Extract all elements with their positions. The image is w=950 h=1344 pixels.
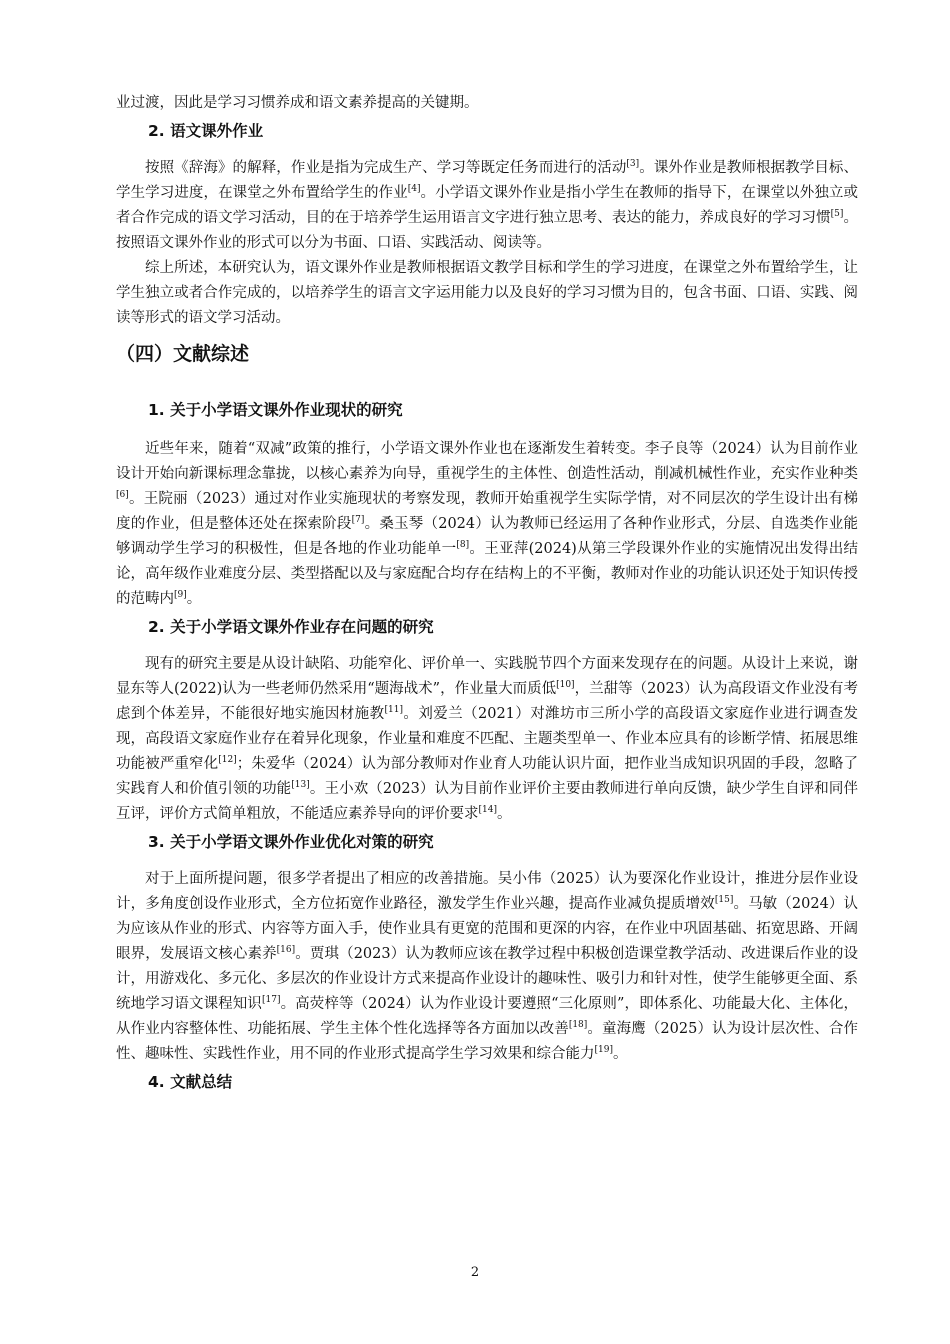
citation: [10] — [556, 680, 575, 690]
heading-problems-research: 2. 关于小学语文课外作业存在问题的研究 — [148, 618, 434, 636]
paragraph-status: 近些年来，随着“双减”政策的推行，小学语文课外作业也在逐渐发生着转变。李子良等（2024）认为目前作业设计开始向新课标理念靠拢，以核心素养为向导，重视学生的主体性、创造性活动，削减机械性作业，充实作业种类[6]。王院丽（2023）通过对作业实施现状的考察发现，教师开始重视学生实际学情，对不同层次的学生设计出有梯度的作业，但是整体还处在探索阶段[7]。桑玉琴（2024）认为教师已经运用了各种作业形式，分层、自选类作业能够调动学生学习的积极性，但是各地的作业功能单一[8]。王亚萍(2024)从第三学段课外作业的实施情况出发得出结论，高年级作业难度分层、类型搭配以及与家庭配合均存在结构上的不平衡，教师对作业的功能认识还处于知识传授的范畴内[9]。 — [116, 441, 859, 607]
citation: [8] — [456, 540, 470, 550]
heading-yuwen-homework: 2. 语文课外作业 — [148, 122, 264, 140]
citation: [6] — [116, 490, 129, 500]
citation: [18] — [568, 1020, 588, 1030]
body-text — [116, 91, 858, 1095]
paragraph-definition: 按照《辞海》的解释，作业是指为完成生产、学习等既定任务而进行的活动[3]。课外作业是教师根据教学目标、学生学习进度，在课堂之外布置给学生的作业[4]。小学语文课外作业是指小学生在教师的指导下，在课堂以外独立或者合作完成的语文学习活动，目的在于培养学生运用语言文字进行独立思考、表达的能力，养成良好的学习习惯[5]。按照语文课外作业的形式可以分为书面、口语、实践活动、阅读等。 — [116, 159, 859, 251]
citation: [11] — [384, 705, 403, 715]
section-heading-literature-review: （四）文献综述 — [116, 343, 250, 365]
citation: [4] — [407, 184, 421, 194]
citation: [17] — [261, 995, 281, 1005]
citation: [16] — [276, 945, 296, 955]
heading-status-research: 1. 关于小学语文课外作业现状的研究 — [148, 401, 403, 419]
page-number: 2 — [470, 1265, 480, 1280]
citation: [7] — [351, 515, 365, 525]
paragraph-problems: 现有的研究主要是从设计缺陷、功能窄化、评价单一、实践脱节四个方面来发现存在的问题。从设计上来说，谢显东等人(2022)认为一些老师仍然采用“题海战术”，作业量大而质低[10]，兰甜等（2023）认为高段语文作业没有考虑到个体差异，不能很好地实施因材施教[11]。刘爱兰（2021）对潍坊市三所小学的高段语文家庭作业进行调查发现，高段语文家庭作业存在着异化现象，作业量和难度不匹配、主题类型单一、作业本应具有的诊断学情、拓展思维功能被严重窄化[12]；朱爱华（2024）认为部分教师对作业育人功能认识片面，把作业当成知识巩固的手段，忽略了实践育人和价值引领的功能[13]。王小欢（2023）认为目前作业评价主要由教师进行单向反馈，缺少学生自评和同伴互评，评价方式简单粗放，不能适应素养导向的评价要求[14]。 — [116, 656, 858, 822]
citation: [13] — [291, 780, 310, 790]
citation: [9] — [174, 590, 187, 600]
paragraph-strategies: 对于上面所提问题，很多学者提出了相应的改善措施。吴小伟（2025）认为要深化作业设计，推进分层作业设计，多角度创设作业形式，全方位拓宽作业路径，激发学生作业兴趣，提高作业减负提质增效[15]。马敏（2024）认为应该从作业的形式、内容等方面入手，使作业具有更宽的范围和更深的内容，在作业中巩固基础、拓宽思路、开阔眼界，发展语文核心素养[16]。贾琪（2023）认为教师应该在教学过程中积极创造课堂教学活动、改进课后作业的设计，用游戏化、多元化、多层次的作业设计方式来提高作业设计的趣味性、吸引力和针对性，使学生能够更全面、系统地学习语文课程知识[17]。高荧梓等（2024）认为作业设计要遵照“三化原则”，即体系化、功能最大化、主体化，从作业内容整体性、功能拓展、学生主体个性化选择等各方面加以改善[18]。童海鹰（2025）认为设计层次性、合作性、趣味性、实践性作业，用不同的作业形式提高学生学习效果和综合能力[19]。 — [116, 871, 859, 1062]
paragraph-summary: 综上所述，本研究认为，语文课外作业是教师根据语文教学目标和学生的学习进度，在课堂之外布置给学生，让学生独立或者合作完成的，以培养学生的语言文字运用能力以及良好的学习习惯为目的，包含书面、口语、实践、阅读等形式的语文学习活动。 — [116, 260, 858, 326]
citation: [3] — [626, 159, 640, 169]
heading-literature-summary: 4. 文献总结 — [148, 1073, 233, 1091]
citation: [19] — [594, 1045, 613, 1055]
heading-strategies-research: 3. 关于小学语文课外作业优化对策的研究 — [148, 833, 434, 851]
citation: [5] — [830, 209, 844, 219]
citation: [15] — [714, 895, 734, 905]
paragraph-continuation: 业过渡，因此是学习习惯养成和语文素养提高的关键期。 — [116, 95, 479, 111]
citation: [12] — [218, 755, 237, 765]
citation: [14] — [478, 805, 497, 815]
